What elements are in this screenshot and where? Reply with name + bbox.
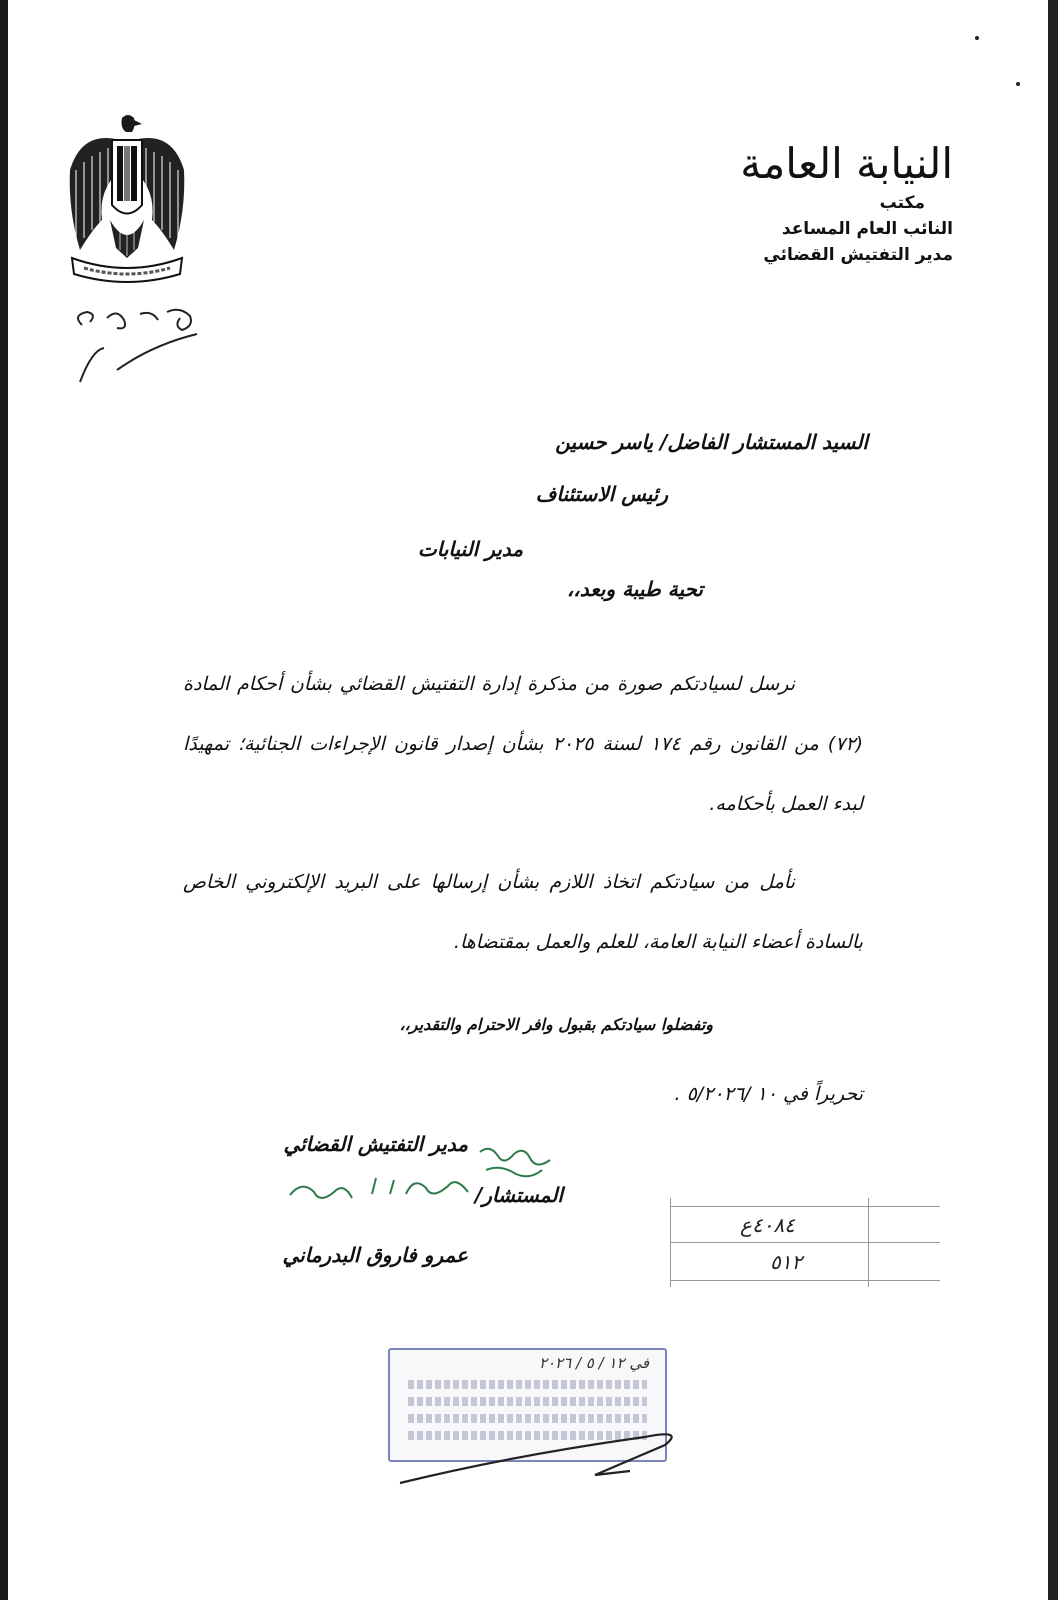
handwritten-signature: [280, 1140, 570, 1230]
scan-edge-right: [1048, 0, 1058, 1600]
recipient-title: مدير النيابات: [417, 537, 523, 561]
recipient-title: رئيس الاستئناف: [535, 482, 668, 506]
body-paragraph-1: [183, 654, 863, 834]
scan-edge-left: [0, 0, 8, 1600]
office-line: مكتب: [879, 193, 925, 213]
header-block: [653, 138, 953, 268]
registry-stamp: [660, 1180, 940, 1295]
signature-title: مدير التفتيش القضائي: [283, 1132, 468, 1156]
registry-number: ٤٠٨٤ع: [740, 1213, 795, 1237]
paragraph-text: نأمل من سيادتكم اتخاذ اللازم بشأن إرسالها على البريد الإلكتروني الخاص بالسادة أعضاء النيابة العامة، للعلم والعمل بمقتضاها.: [183, 871, 863, 953]
signature-rank: المستشار/: [475, 1183, 563, 1207]
agency-title: النيابة العامة: [740, 139, 953, 188]
registry-line: [670, 1280, 940, 1281]
registry-count: ٥١٢: [770, 1250, 803, 1274]
recipient-line: السيد المستشار الفاضل/ ياسر حسين: [555, 430, 868, 454]
office-line: النائب العام المساعد: [781, 219, 953, 239]
closing-line: وتفضلوا سيادتكم بقبول وافر الاحترام والتقدير،،: [399, 1015, 713, 1034]
greeting: تحية طيبة وبعد،،: [566, 577, 703, 601]
scan-speck: [1016, 82, 1020, 86]
paragraph-text: نرسل لسيادتكم صورة من مذكرة إدارة التفتيش القضائي بشأن أحكام المادة (٧٢) من القانون رقم ١٧٤ لسنة ٢٠٢٥ بشأن إصدار قانون الإجراءات الجنائية؛ تمهيدًا لبدء العمل بأحكامه.: [183, 673, 863, 815]
body-paragraph-2: [183, 852, 863, 972]
handwritten-reference-note: [62, 300, 212, 390]
registry-divider: [670, 1198, 671, 1287]
office-line: مدير التفتيش القضائي: [763, 245, 953, 265]
registry-line: [670, 1242, 940, 1243]
egypt-eagle-emblem-icon: [62, 110, 192, 285]
dateline: تحريراً في ١٠ /٥/٢٠٢٦ .: [674, 1083, 863, 1105]
signature-name: عمرو فاروق البدرماني: [282, 1243, 468, 1267]
stamp-signature: [395, 1415, 695, 1490]
registry-line: [670, 1206, 940, 1207]
scan-speck: [975, 36, 979, 40]
stamp-date: في ١٢ / ٥ / ٢٠٢٦: [538, 1354, 649, 1372]
registry-divider: [868, 1198, 869, 1287]
